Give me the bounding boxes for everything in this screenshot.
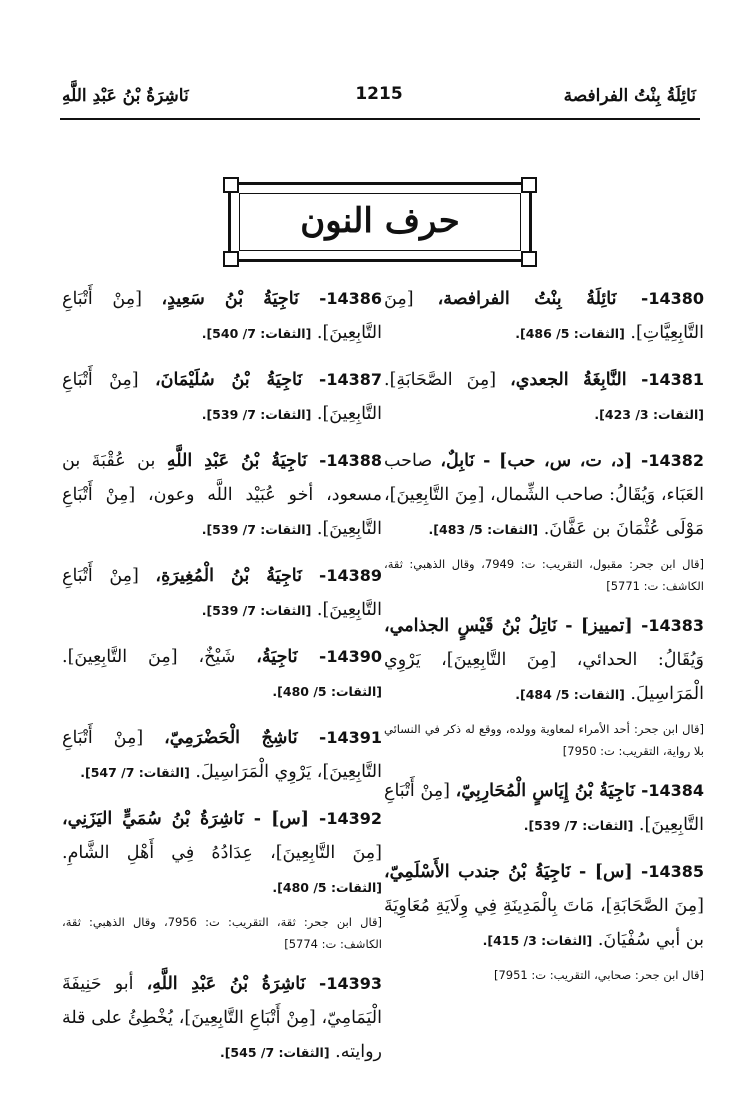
entry-body: [مِنْ أَتْبَاعِ التَّابِعِينَ].: [62, 566, 382, 620]
frame-corner-ornament: [223, 177, 239, 193]
entry-number: 14387: [326, 370, 382, 389]
entry-body: وَيُقَالُ: الحدائي، [مِنَ التَّابِعِينَ]، يَرْوِي الْمَرَاسِيلَ.: [384, 650, 704, 704]
page-number: 1215: [355, 84, 403, 104]
biography-entry: [384, 609, 704, 762]
entry-body: صاحب العَبَاء، وَيُقَالُ: صاحب الشِّمال، [مِنَ التَّابِعِينَ]، مَوْلَى عُثْمَانَ بن عَفَّانَ.: [384, 451, 704, 539]
running-header-left: نَاشِرَةُ بْنُ عَبْدِ اللَّهِ: [62, 86, 189, 106]
right-column: [384, 282, 704, 998]
entry-name: - [س] - نَاجِيَةُ بْنُ جندب الأَسْلَمِيّ،: [384, 862, 649, 882]
biography-entry: [62, 802, 382, 955]
entry-text: [384, 855, 704, 958]
entry-name: - نَاجِيَةُ بْنُ سَعِيدٍ،: [161, 289, 327, 309]
entry-body: أبو حَنِيفَةَ الْيَمَامِيّ، [مِنْ أَتْبَاعِ التَّابِعِينَ]، يُخْطِئُ على قلة روايته.: [62, 974, 382, 1062]
entry-number: 14382: [648, 451, 704, 470]
source-reference: [الثقات: 7/ 539].: [201, 603, 312, 618]
biography-entry: [384, 282, 704, 351]
source-reference: [الثقات: 7/ 540].: [201, 326, 312, 341]
entry-text: [384, 282, 704, 351]
biography-entry: [384, 444, 704, 597]
entry-body: [مِنَ التَّابِعِيَّاتِ].: [384, 289, 704, 343]
entry-number: 14384: [648, 781, 704, 800]
biography-entry: [62, 444, 382, 547]
entry-text: [384, 363, 704, 432]
entry-text: [62, 721, 382, 790]
entry-text: [62, 640, 382, 709]
biography-entry: [62, 559, 382, 628]
source-reference: [الثقات: 7/ 539].: [201, 522, 312, 537]
entry-number: 14390: [326, 647, 382, 666]
entry-name: - نَاجِيَةُ بْنُ سُلَيْمَانَ،: [154, 370, 327, 390]
biography-entry: [62, 640, 382, 709]
frame-corner-ornament: [521, 251, 537, 267]
frame-corner-ornament: [521, 177, 537, 193]
biography-entry: [62, 282, 382, 351]
biography-entry: [62, 967, 382, 1070]
header-divider: [60, 118, 700, 120]
source-reference: [الثقات: 3/ 423].: [594, 407, 704, 422]
entry-text: [62, 559, 382, 628]
source-reference: [الثقات: 5/ 480].: [272, 880, 382, 895]
entry-name: - نَائِلَةُ بِنْتُ الفرافصة،: [437, 289, 649, 309]
entry-body: [مِنَ الصَّحَابَةِ]، مَاتَ بِالْمَدِينَةِ فِي وِلَايَةِ مُعَاوِيَةَ بن أبي سُفْيَانَ.: [384, 896, 704, 950]
source-reference: [الثقات: 7/ 539].: [201, 407, 312, 422]
biography-entry: [384, 855, 704, 986]
entry-number: 14393: [326, 974, 382, 993]
source-reference: [الثقات: 5/ 480].: [272, 684, 382, 699]
entry-name: - [تمييز] - نَاتِلُ بْنُ قَيْسٍ الجذامي،: [384, 616, 649, 636]
entry-text: [62, 967, 382, 1070]
section-title: حرف النون: [300, 201, 460, 241]
entry-body: شَيْخٌ، [مِنَ التَّابِعِينَ].: [62, 647, 257, 667]
entry-text: [62, 444, 382, 547]
entry-text: [62, 282, 382, 351]
entry-number: 14392: [326, 809, 382, 828]
entry-text: [384, 774, 704, 843]
entry-body: [مِنْ أَتْبَاعِ التَّابِعِينَ].: [62, 289, 382, 343]
entry-body: [مِنْ أَتْبَاعِ التَّابِعِينَ].: [62, 370, 382, 424]
entry-number: 14391: [326, 728, 382, 747]
biography-entry: [384, 774, 704, 843]
entry-text: [384, 444, 704, 547]
entry-name: - نَاجِيَةُ،: [256, 647, 327, 667]
entry-name: - [س] - نَاشِرَةُ بْنُ سُمَيٍّ اليَزَنِي،: [62, 809, 327, 829]
left-column: [62, 282, 382, 1082]
entry-footnote: [قال ابن جحر: أحد الأمراء لمعاوية وولده، ووقع له ذكر في النسائي بلا رواية، التقريب: ت: 7950]: [384, 722, 704, 758]
entry-footnote: [قال ابن جحر: ثقة، التقريب: ت: 7956، وقال الذهبي: ثقة، الكاشف: ت: 5774]: [62, 915, 382, 951]
entry-name: - نَاشِجٌ الْحَضْرَمِيّ،: [164, 728, 327, 748]
source-reference: [الثقات: 7/ 539].: [523, 818, 634, 833]
biography-entry: [384, 363, 704, 432]
running-header-right: نَائِلَةُ بِنْتُ الفرافصة: [563, 86, 696, 106]
source-reference: [الثقات: 3/ 415].: [482, 933, 593, 948]
source-reference: [الثقات: 7/ 547].: [80, 765, 190, 780]
entry-footnote: [قال ابن جحر: صحابي، التقريب: ت: 7951]: [493, 968, 704, 982]
entry-body: بن عُقْبَةَ بن مسعود، أخو عُبَيْد اللَّه وعون، [مِنْ أَتْبَاعِ التَّابِعِينَ].: [62, 451, 382, 539]
entry-footnote: [قال ابن جحر: مقبول، التقريب: ت: 7949، وقال الذهبي: ثقة، الكاشف: ت: 5771]: [384, 557, 704, 593]
entry-name: - النَّابِغَةُ الجعدي،: [510, 370, 649, 390]
entry-text: [384, 609, 704, 712]
source-reference: [الثقات: 5/ 483].: [428, 522, 539, 537]
entry-number: 14388: [326, 451, 383, 470]
entry-body: [مِنَ الصَّحَابَةِ].: [384, 370, 511, 390]
entry-text: [62, 802, 382, 905]
entry-body: [مِنْ أَتْبَاعِ التَّابِعِينَ]، يَرْوِي الْمَرَاسِيلَ.: [62, 728, 382, 782]
entry-number: 14389: [326, 566, 382, 585]
frame-corner-ornament: [223, 251, 239, 267]
entry-number: 14383: [648, 616, 704, 635]
section-title-frame: [228, 182, 532, 262]
entry-body: [مِنْ أَتْبَاعِ التَّابِعِينَ].: [384, 781, 704, 835]
entry-name: - نَاجِيَةُ بْنُ الْمُغِيرَةِ،: [155, 566, 327, 586]
source-reference: [الثقات: 7/ 545].: [219, 1045, 330, 1060]
entry-number: 14386: [326, 289, 383, 308]
source-reference: [الثقات: 5/ 486].: [515, 326, 625, 341]
entry-number: 14385: [648, 862, 704, 881]
entry-name: - نَاشِرَةُ بْنُ عَبْدِ اللَّهِ،: [146, 974, 327, 994]
entry-body: [مِنَ التَّابِعِينَ]، عِدَادُهُ فِي أَهْلِ الشَّامِ.: [62, 843, 382, 863]
entry-name: - [د، ت، س، حب] - نَابِلٌ،: [440, 451, 649, 471]
biography-entry: [62, 721, 382, 790]
entry-text: [62, 363, 382, 432]
source-reference: [الثقات: 5/ 484].: [515, 687, 625, 702]
entry-name: - نَاجِيَةُ بْنُ إِيَاسٍ الْمُحَارِبِيّ،: [455, 781, 649, 801]
biography-entry: [62, 363, 382, 432]
entry-name: - نَاجِيَةُ بْنُ عَبْدِ اللَّهِ: [166, 451, 327, 471]
entry-number: 14380: [648, 289, 704, 308]
entry-number: 14381: [648, 370, 705, 389]
